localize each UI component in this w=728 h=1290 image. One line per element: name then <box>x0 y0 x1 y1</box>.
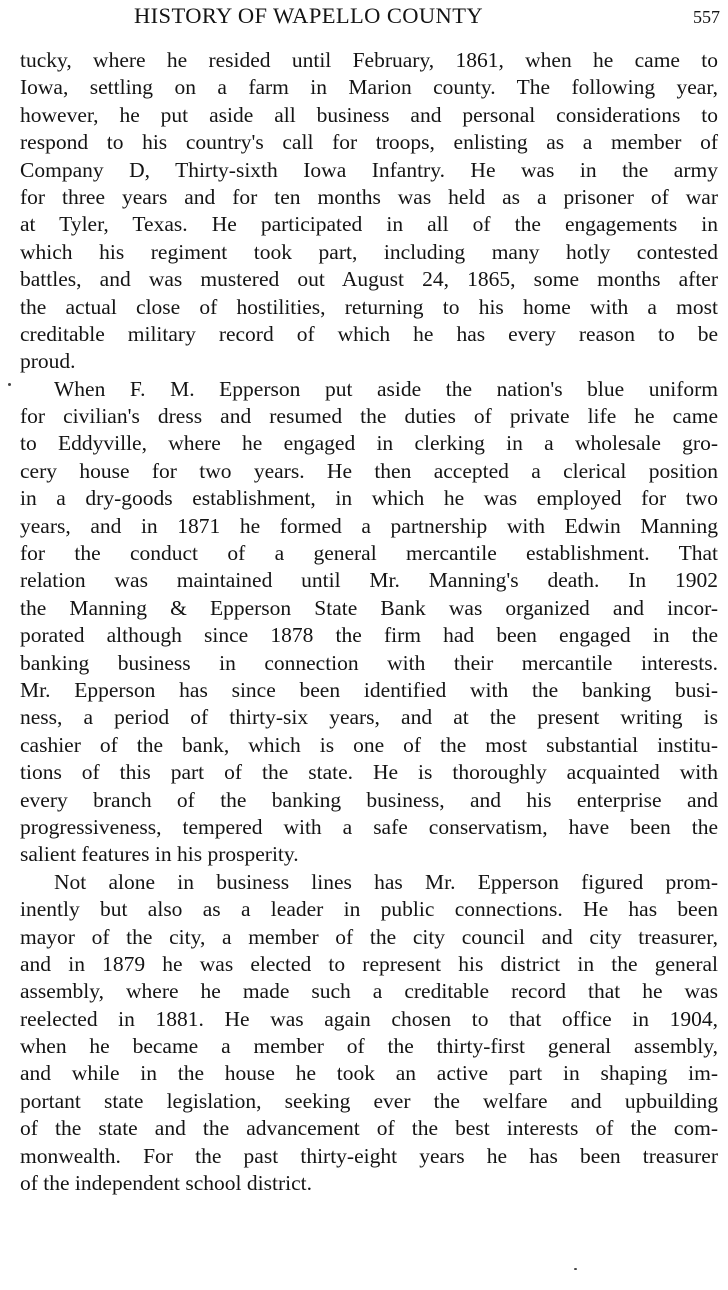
text-line: progressiveness, tempered with a safe conservatism, have been the <box>20 814 718 839</box>
text-line: Company D, Thirty-sixth Iowa Infantry. He was in the army <box>20 157 718 182</box>
text-line: porated although since 1878 the firm had been engaged in the <box>20 623 718 648</box>
text-line: of the state and the advancement of the best interests of the com- <box>20 1116 718 1141</box>
text-line: monwealth. For the past thirty-eight years he has been treasurer <box>20 1143 718 1168</box>
text-line: battles, and was mustered out August 24, 1865, some months after <box>20 267 718 292</box>
text-line: creditable military record of which he has every reason to be <box>20 321 718 346</box>
text-line: of the independent school district. <box>20 1171 312 1196</box>
text-line: tions of this part of the state. He is thoroughly acquainted with <box>20 760 718 785</box>
paragraph-epperson-career <box>20 376 718 869</box>
text-line: the Manning & Epperson State Bank was organized and incor- <box>20 595 718 620</box>
text-line: Iowa, settling on a farm in Marion county. The following year, <box>20 75 718 100</box>
text-line: to Eddyville, where he engaged in clerking in a wholesale gro- <box>20 431 718 456</box>
text-line: banking business in connection with their mercantile interests. <box>20 650 718 675</box>
text-line: Not alone in business lines has Mr. Epperson figured prom- <box>54 869 718 894</box>
text-line: in a dry-goods establishment, in which he was employed for two <box>20 486 718 511</box>
text-line: which his regiment took part, including many hotly contested <box>20 239 718 264</box>
paragraph-public-service <box>20 869 718 1198</box>
text-line: for three years and for ten months was held as a prisoner of war <box>20 184 718 209</box>
text-line: however, he put aside all business and personal considerations to <box>20 102 718 127</box>
text-line: and while in the house he took an active part in shaping im- <box>20 1061 718 1086</box>
text-line: when he became a member of the thirty-first general assembly, <box>20 1034 718 1059</box>
page-number: 557 <box>693 7 720 27</box>
text-line: assembly, where he made such a creditable record that he was <box>20 979 718 1004</box>
text-line: tucky, where he resided until February, 1861, when he came to <box>20 48 718 72</box>
text-line: When F. M. Epperson put aside the nation's blue uniform <box>54 376 718 401</box>
text-line: Mr. Epperson has since been identified with the banking busi- <box>20 677 718 702</box>
text-line: reelected in 1881. He was again chosen to that office in 1904, <box>20 1006 718 1031</box>
text-line: for civilian's dress and resumed the duties of private life he came <box>20 404 718 429</box>
text-line: and in 1879 he was elected to represent his district in the general <box>20 951 718 976</box>
print-speck <box>574 1268 577 1270</box>
text-line: relation was maintained until Mr. Manning's death. In 1902 <box>20 568 718 593</box>
text-line: the actual close of hostilities, returning to his home with a most <box>20 294 718 319</box>
text-line: every branch of the banking business, and his enterprise and <box>20 787 718 812</box>
text-line: at Tyler, Texas. He participated in all of the engagements in <box>20 212 718 237</box>
text-line: years, and in 1871 he formed a partnership with Edwin Manning <box>20 513 718 538</box>
text-line: portant state legislation, seeking ever the welfare and upbuilding <box>20 1088 718 1113</box>
body-text <box>20 47 718 1197</box>
text-line: cashier of the bank, which is one of the most substantial institu- <box>20 732 718 757</box>
text-line: cery house for two years. He then accepted a clerical position <box>20 458 718 483</box>
print-speck <box>8 383 11 386</box>
text-line: proud. <box>20 349 76 374</box>
paragraph-continuation <box>20 47 718 376</box>
text-line: respond to his country's call for troops, enlisting as a member of <box>20 130 718 155</box>
text-line: ness, a period of thirty-six years, and at the present writing is <box>20 705 718 730</box>
text-line: for the conduct of a general mercantile establishment. That <box>20 541 718 566</box>
text-line: inently but also as a leader in public connections. He has been <box>20 897 718 922</box>
running-title: HISTORY OF WAPELLO COUNTY <box>134 3 483 28</box>
text-line: salient features in his prosperity. <box>20 842 299 867</box>
text-line: mayor of the city, a member of the city council and city treasurer, <box>20 924 718 949</box>
